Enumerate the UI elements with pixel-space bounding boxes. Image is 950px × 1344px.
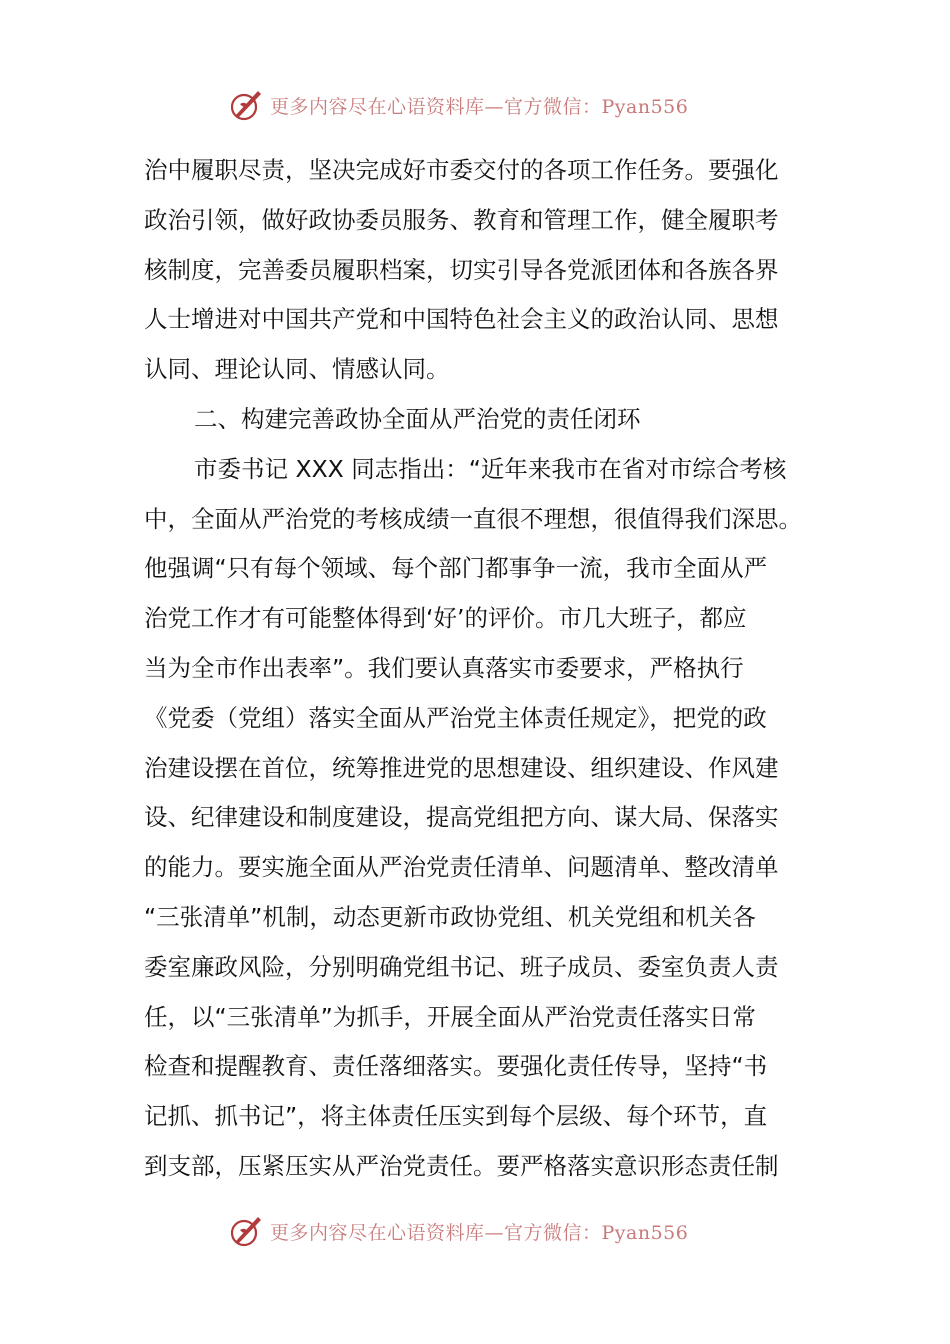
section-heading: 二、构建完善政协全面从严治党的责任闭环 [194,404,641,433]
text-line: 设、纪律建设和制度建设，提高党组把方向、谋大局、保落实 [144,803,779,832]
text-line: 委室廉政风险，分别明确党组书记、班子成员、委室负责人责 [144,952,779,981]
text-line: 检查和提醒教育、责任落细落实。要强化责任传导，坚持“书 [144,1052,768,1081]
text-line: 他强调“只有每个领域、每个部门都事争一流，我市全面从严 [144,554,768,583]
text-line: 认同、理论认同、情感认同。 [144,355,450,384]
footer-watermark-banner [228,1211,748,1251]
header-watermark-banner [228,85,748,125]
document-body [144,146,804,1192]
watermark-text: 更多内容尽在心语资料库—官方微信：Pyan556 [270,1221,689,1244]
text-line: 核制度，完善委员履职档案，切实引导各党派团体和各族各界 [144,255,779,284]
text-line: “三张清单”机制，动态更新市政协党组、机关党组和机关各 [144,902,756,931]
text-line: 治建设摆在首位，统筹推进党的思想建设、组织建设、作风建 [144,753,779,782]
text-line: 到支部，压紧压实从严治党责任。要严格落实意识形态责任制 [144,1151,779,1180]
text-line: 当为全市作出表率”。我们要认真落实市委要求，严格执行 [144,653,744,682]
paragraph-start-line: 市委书记 XXX 同志指出：“近年来我市在省对市综合考核 [194,454,787,483]
text-line: 人士增进对中国共产党和中国特色社会主义的政治认同、思想 [144,305,779,334]
watermark-text: 更多内容尽在心语资料库—官方微信：Pyan556 [270,95,689,118]
quill-pen-seal-icon [228,1213,264,1249]
text-line: 治中履职尽责，坚决完成好市委交付的各项工作任务。要强化 [144,156,779,184]
text-line: 《党委（党组）落实全面从严治党主体责任规定》，把党的政 [144,703,767,732]
text-line: 的能力。要实施全面从严治党责任清单、问题清单、整改清单 [144,853,779,882]
text-line: 治党工作才有可能整体得到‘好’的评价。市几大班子，都应 [144,604,747,633]
text-line: 中，全面从严治党的考核成绩一直很不理想，很值得我们深思。 [144,504,802,533]
text-line: 记抓、抓书记”，将主体责任压实到每个层级、每个环节，直 [144,1102,768,1131]
text-line: 政治引领，做好政协委员服务、教育和管理工作，健全履职考 [144,205,779,234]
quill-pen-seal-icon [228,87,264,123]
text-line: 任，以“三张清单”为抓手，开展全面从严治党责任落实日常 [144,1002,756,1031]
